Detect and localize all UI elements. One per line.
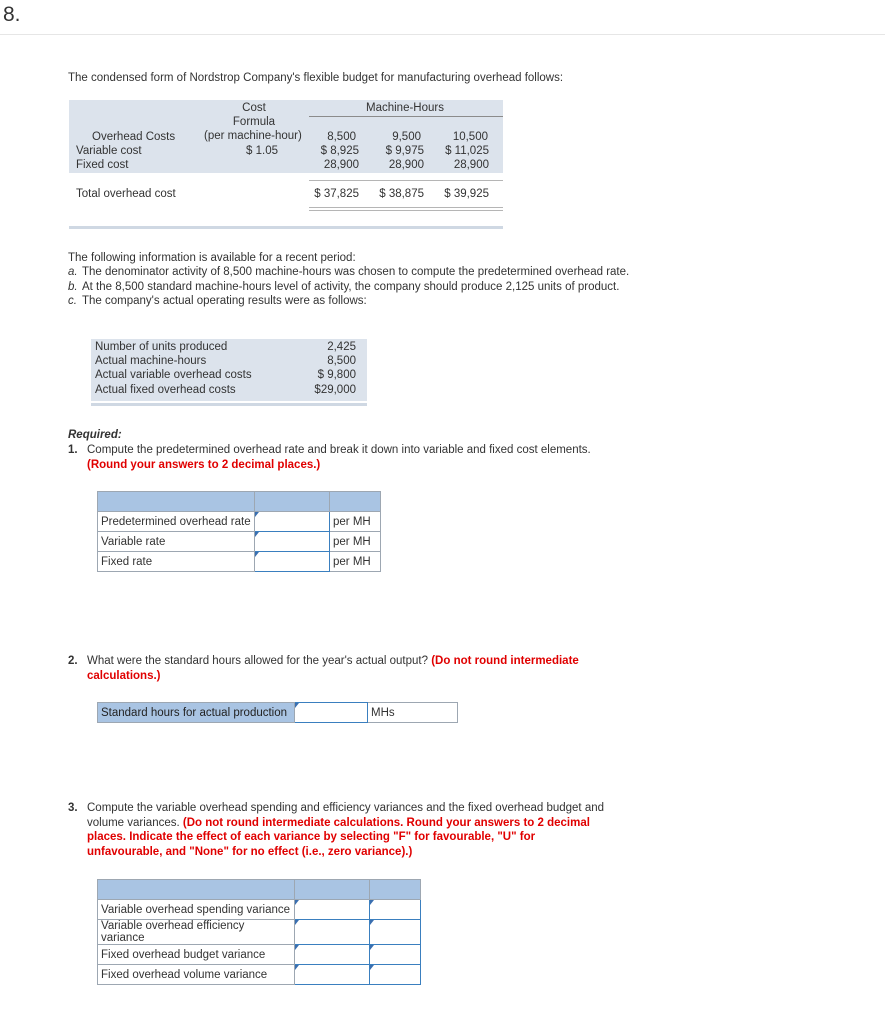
total-value-1: $ 37,825 xyxy=(314,188,359,200)
table-row xyxy=(98,900,421,920)
q1-number: 1. xyxy=(68,444,78,456)
divider xyxy=(0,34,885,35)
q1-header-cell xyxy=(255,492,330,512)
total-overhead-label: Total overhead cost xyxy=(76,188,176,200)
q3-note-2: places. Indicate the effect of each variance by selecting "F" for favourable, "U" for xyxy=(87,831,536,843)
q3-header-cell xyxy=(370,880,421,900)
q1-unit: per MH xyxy=(330,512,381,532)
double-rule-bottom xyxy=(309,210,503,211)
q1-unit: per MH xyxy=(330,532,381,552)
fixed-rate-input[interactable] xyxy=(255,552,330,572)
q1-header-cell xyxy=(330,492,381,512)
table-row xyxy=(98,920,421,945)
mh-level-3: 10,500 xyxy=(452,131,488,143)
required-heading: Required: xyxy=(68,429,122,441)
q2-note-2: calculations.) xyxy=(87,669,161,682)
fixed-cost-label: Fixed cost xyxy=(76,159,129,171)
actual-value-fixed: $29,000 xyxy=(314,384,356,396)
q1-header-cell xyxy=(98,492,255,512)
actual-value-mh: 8,500 xyxy=(327,355,356,367)
q3-header-cell xyxy=(98,880,295,900)
info-b-text: At the 8,500 standard machine-hours level of activity, the company should produce 2,125 units of product. xyxy=(82,281,620,293)
efficiency-variance-amount-input[interactable] xyxy=(295,920,370,945)
table-row xyxy=(98,965,421,985)
efficiency-variance-effect-select[interactable] xyxy=(370,920,421,945)
predetermined-rate-input[interactable] xyxy=(255,512,330,532)
actual-value-units: 2,425 xyxy=(327,341,356,353)
q2-text: What were the standard hours allowed for the year's actual output? xyxy=(87,655,429,667)
info-b xyxy=(68,281,619,293)
q3-label-budget: Fixed overhead budget variance xyxy=(98,945,295,965)
question-1 xyxy=(68,443,591,472)
machine-hours-header: Machine-Hours xyxy=(366,102,444,114)
table-row xyxy=(98,532,381,552)
formula-header-3: (per machine-hour) xyxy=(204,130,302,142)
formula-header-1: Cost xyxy=(242,102,266,114)
standard-hours-input[interactable] xyxy=(295,703,368,723)
budget-variance-amount-input[interactable] xyxy=(295,945,370,965)
q3-number: 3. xyxy=(68,802,78,814)
actual-label-variable: Actual variable overhead costs xyxy=(95,369,252,381)
q1-unit: per MH xyxy=(330,552,381,572)
q3-text-1: Compute the variable overhead spending and efficiency variances and the fixed overhead budget and xyxy=(87,802,605,814)
info-b-letter: b. xyxy=(68,281,78,293)
info-lead: The following information is available for a recent period: xyxy=(68,252,356,264)
q1-label-fixed: Fixed rate xyxy=(98,552,255,572)
q3-text-2: volume variances. xyxy=(87,816,180,829)
table-row xyxy=(98,945,421,965)
q3-label-volume: Fixed overhead volume variance xyxy=(98,965,295,985)
total-value-2: $ 38,875 xyxy=(379,188,424,200)
variable-cost-label: Variable cost xyxy=(76,145,142,157)
volume-variance-amount-input[interactable] xyxy=(295,965,370,985)
total-value-3: $ 39,925 xyxy=(444,188,489,200)
volume-variance-effect-select[interactable] xyxy=(370,965,421,985)
spending-variance-amount-input[interactable] xyxy=(295,900,370,920)
q2-note-1: (Do not round intermediate xyxy=(431,655,579,667)
info-c-text: The company's actual operating results were as follows: xyxy=(82,295,367,307)
table-row xyxy=(98,512,381,532)
actual-label-fixed: Actual fixed overhead costs xyxy=(95,384,236,396)
q3-note-3: unfavourable, and "None" for no effect (i.e., zero variance).) xyxy=(87,845,413,858)
table-row xyxy=(98,552,381,572)
q1-note: (Round your answers to 2 decimal places.) xyxy=(87,458,321,471)
variable-value-3: $ 11,025 xyxy=(445,145,489,157)
total-rule xyxy=(309,180,503,181)
variable-formula: $ 1.05 xyxy=(246,145,278,157)
overhead-costs-header: Overhead Costs xyxy=(92,131,176,143)
question-3 xyxy=(68,801,604,859)
q1-label-variable: Variable rate xyxy=(98,532,255,552)
q2-label: Standard hours for actual production xyxy=(98,703,295,723)
formula-header-2: Formula xyxy=(232,116,276,128)
q3-label-spending: Variable overhead spending variance xyxy=(98,900,295,920)
table-row xyxy=(98,703,458,723)
budget-variance-effect-select[interactable] xyxy=(370,945,421,965)
intro-text: The condensed form of Nordstrop Company's flexible budget for manufacturing overhead follows: xyxy=(68,72,564,84)
variable-rate-input[interactable] xyxy=(255,532,330,552)
q3-answer-table xyxy=(97,879,421,985)
actual-label-mh: Actual machine-hours xyxy=(95,355,207,367)
mh-level-1: 8,500 xyxy=(327,131,356,143)
info-c xyxy=(68,295,367,307)
info-a-letter: a. xyxy=(68,266,78,278)
info-c-letter: c. xyxy=(68,295,77,307)
question-number: 8. xyxy=(3,3,21,26)
q1-answer-table xyxy=(97,491,381,572)
actual-label-units: Number of units produced xyxy=(95,341,228,353)
fixed-value-1: 28,900 xyxy=(323,159,359,171)
double-rule-top xyxy=(309,207,503,208)
fixed-value-3: 28,900 xyxy=(453,159,489,171)
actual-value-variable: $ 9,800 xyxy=(317,369,356,381)
q2-number: 2. xyxy=(68,655,78,667)
q3-label-efficiency: Variable overhead efficiency variance xyxy=(98,920,295,945)
table-footer-bar xyxy=(69,226,503,229)
q2-unit: MHs xyxy=(368,703,458,723)
q1-text: Compute the predetermined overhead rate and break it down into variable and fixed cost elements. xyxy=(87,444,591,456)
info-a xyxy=(68,266,629,278)
q3-header-cell xyxy=(295,880,370,900)
q2-answer-table xyxy=(97,702,458,723)
q3-note-1: (Do not round intermediate calculations. Round your answers to 2 decimal xyxy=(182,816,590,829)
actual-footer-bar xyxy=(91,403,367,406)
spending-variance-effect-select[interactable] xyxy=(370,900,421,920)
info-a-text: The denominator activity of 8,500 machine-hours was chosen to compute the predetermined overhead rate. xyxy=(82,266,630,278)
variable-value-2: $ 9,975 xyxy=(385,145,424,157)
question-2 xyxy=(68,654,579,683)
q1-label-predetermined: Predetermined overhead rate xyxy=(98,512,255,532)
mh-level-2: 9,500 xyxy=(392,131,421,143)
fixed-value-2: 28,900 xyxy=(388,159,424,171)
header-rule xyxy=(309,116,503,117)
variable-value-1: $ 8,925 xyxy=(320,145,359,157)
